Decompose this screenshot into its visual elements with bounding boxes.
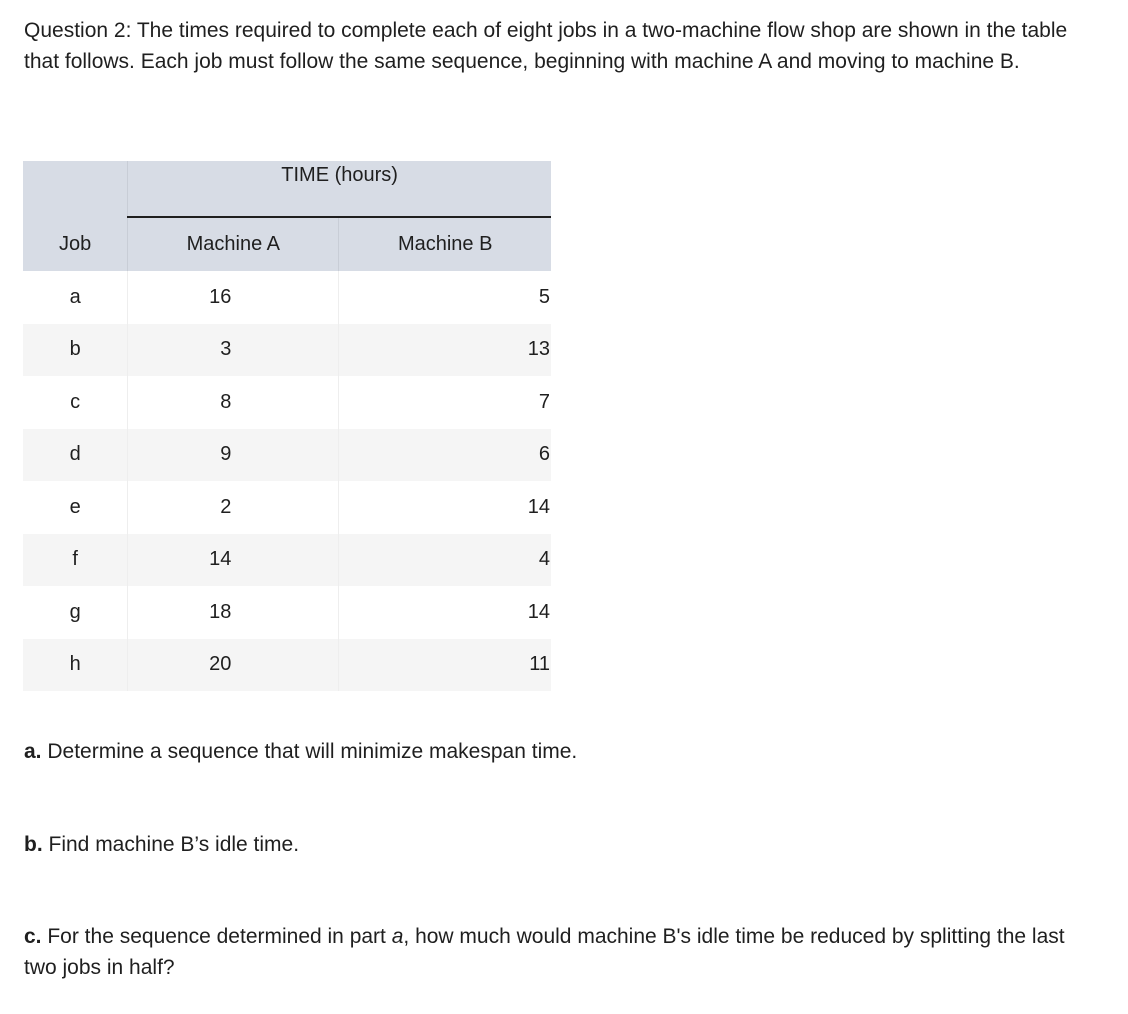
table-row xyxy=(23,376,551,429)
job-cell: h xyxy=(23,639,128,692)
machine-a-cell: 2 xyxy=(128,481,339,534)
question-part-b xyxy=(24,829,1084,860)
job-cell: c xyxy=(23,376,128,429)
table-row xyxy=(23,481,551,534)
machine-b-cell: 11 xyxy=(339,639,551,692)
machine-b-cell: 4 xyxy=(339,534,551,587)
part-c-emphasis: a xyxy=(391,925,404,948)
table-group-header-row xyxy=(23,161,551,217)
job-cell: b xyxy=(23,324,128,377)
machine-b-cell: 6 xyxy=(339,429,551,482)
part-b-label: b. xyxy=(24,833,43,856)
machine-b-cell: 13 xyxy=(339,324,551,377)
part-a-text: Determine a sequence that will minimize makespan time. xyxy=(41,740,578,763)
question-part-a xyxy=(24,736,1084,767)
job-times-table xyxy=(23,161,551,691)
column-header-machine-a: Machine A xyxy=(128,217,339,271)
table-row xyxy=(23,639,551,692)
part-c-text-2: , how much would machine B's idle time be reduced by splitting the last two jobs in half? xyxy=(24,925,1065,979)
job-cell: e xyxy=(23,481,128,534)
machine-b-cell: 14 xyxy=(527,495,550,518)
machine-a-cell: 3 xyxy=(128,324,339,377)
column-header-job: Job xyxy=(23,217,128,271)
time-hours-header: TIME (hours) xyxy=(128,161,551,217)
part-c-label: c. xyxy=(24,925,42,948)
table-row xyxy=(23,429,551,482)
table-row xyxy=(23,586,551,639)
machine-a-cell: 18 xyxy=(128,586,339,639)
machine-a-cell: 8 xyxy=(128,376,339,429)
job-cell: d xyxy=(23,429,128,482)
header-blank-cell xyxy=(23,161,128,217)
job-cell: a xyxy=(23,271,128,324)
machine-a-cell: 14 xyxy=(128,534,339,587)
machine-b-cell: 7 xyxy=(538,390,550,413)
job-cell: g xyxy=(23,586,128,639)
table-row xyxy=(23,534,551,587)
table-column-header-row xyxy=(23,217,551,271)
machine-a-cell: 9 xyxy=(128,429,339,482)
question-part-c xyxy=(24,921,1084,983)
machine-a-cell: 20 xyxy=(128,639,339,692)
job-cell: f xyxy=(23,534,128,587)
machine-a-cell: 16 xyxy=(128,271,339,324)
part-c-text-1: For the sequence determined in part xyxy=(41,925,392,948)
machine-b-cell: 14 xyxy=(527,600,550,623)
machine-b-cell: 5 xyxy=(538,285,550,308)
table-row xyxy=(23,271,551,324)
table-row xyxy=(23,324,551,377)
part-a-label: a. xyxy=(24,740,42,763)
question-intro: Question 2: The times required to complete each of eight jobs in a two-machine flow shop are shown in the table that follows. Each job must follow the same sequence, beginning with machine A and moving to machine B. xyxy=(24,19,1068,73)
part-b-text: Find machine B’s idle time. xyxy=(42,833,300,856)
column-header-machine-b: Machine B xyxy=(339,217,551,271)
